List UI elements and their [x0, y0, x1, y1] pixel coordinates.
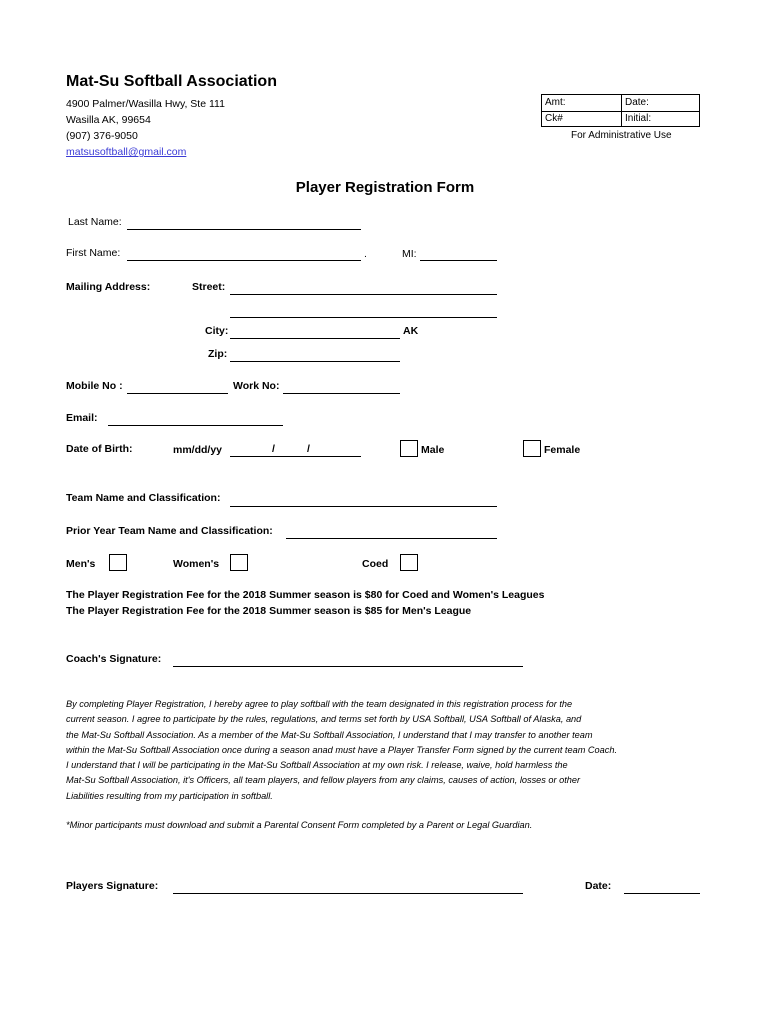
dob-field[interactable] [230, 456, 361, 457]
male-label: Male [421, 444, 445, 456]
street-field[interactable] [230, 294, 497, 295]
last-name-field[interactable] [127, 229, 361, 230]
signature-date-label: Date: [585, 880, 612, 892]
last-name-label: Last Name: [68, 216, 122, 228]
agreement-line: current season. I agree to participate by the rules, regulations, and terms set forth by USA Softball, USA Softball of Alaska, and [66, 714, 582, 725]
female-label: Female [544, 444, 581, 456]
minor-participant-note: *Minor participants must download and submit a Parental Consent Form completed by a Parent or Legal Guardian. [66, 820, 533, 830]
mi-label: MI: [402, 248, 417, 260]
admin-initial-label: Initial: [625, 113, 652, 124]
first-name-field[interactable] [127, 260, 361, 261]
agreement-line: By completing Player Registration, I hereby agree to play softball with the team designated in this registration process for the [66, 699, 573, 709]
org-address-line2: Wasilla AK, 99654 [66, 114, 151, 126]
dob-format: mm/dd/yy [173, 444, 223, 456]
street-label: Street: [192, 281, 226, 293]
work-label: Work No: [233, 380, 280, 392]
player-signature-field[interactable] [173, 893, 523, 894]
state-value: AK [403, 325, 419, 337]
organization-name: Mat-Su Softball Association [66, 73, 277, 90]
female-checkbox[interactable] [523, 440, 541, 457]
zip-field[interactable] [230, 361, 400, 362]
team-name-field[interactable] [230, 506, 497, 507]
agreement-line: Liabilities resulting from my participation in softball. [66, 790, 273, 801]
coach-signature-field[interactable] [173, 666, 523, 667]
signature-date-field[interactable] [624, 893, 700, 894]
fee-note-coed-womens: The Player Registration Fee for the 2018 Summer season is $80 for Coed and Women's Leagues [66, 589, 545, 601]
team-name-label: Team Name and Classification: [66, 492, 221, 504]
admin-use-box [541, 94, 700, 127]
agreement-line: within the Mat-Su Softball Association once during a season anad must have a Player Transfer Form signed by the current team Coach. [66, 744, 618, 755]
org-email-link[interactable]: matsusoftball@gmail.com [66, 146, 187, 158]
coed-label: Coed [362, 558, 389, 570]
womens-checkbox[interactable] [230, 554, 248, 571]
org-phone: (907) 376-9050 [66, 130, 138, 142]
email-label: Email: [66, 412, 98, 424]
mobile-label: Mobile No : [66, 380, 123, 392]
work-field[interactable] [283, 393, 400, 394]
admin-amt-label: Amt: [545, 97, 566, 108]
coed-checkbox[interactable] [400, 554, 418, 571]
dob-slash-1: / [272, 443, 275, 455]
womens-label: Women's [173, 558, 220, 570]
mailing-address-label: Mailing Address: [66, 281, 151, 293]
coach-signature-label: Coach's Signature: [66, 653, 162, 665]
city-field[interactable] [230, 338, 400, 339]
street-field-line2[interactable] [230, 317, 497, 318]
fee-note-mens: The Player Registration Fee for the 2018 Summer season is $85 for Men's League [66, 605, 472, 617]
mens-checkbox[interactable] [109, 554, 127, 571]
agreement-text [66, 697, 706, 804]
email-field[interactable] [108, 425, 283, 426]
player-signature-label: Players Signature: [66, 880, 159, 892]
first-name-dot: . [364, 248, 367, 260]
org-address-line1: 4900 Palmer/Wasilla Hwy, Ste 111 [66, 98, 225, 110]
mi-field[interactable] [420, 260, 497, 261]
mobile-field[interactable] [127, 393, 228, 394]
admin-date-label: Date: [625, 97, 649, 108]
prior-team-label: Prior Year Team Name and Classification: [66, 525, 273, 537]
male-checkbox[interactable] [400, 440, 418, 457]
form-title: Player Registration Form [295, 179, 475, 196]
agreement-line: the Mat-Su Softball Association. As a member of the Mat-Su Softball Association, I understand that I may transfer to another team [66, 729, 593, 740]
dob-slash-2: / [307, 443, 310, 455]
prior-team-field[interactable] [286, 538, 497, 539]
admin-caption: For Administrative Use [571, 130, 672, 141]
zip-label: Zip: [208, 348, 228, 360]
agreement-line: Mat-Su Softball Association, it's Officers, all team players, and fellow players from any claims, causes of action, losses or other [66, 775, 581, 786]
agreement-line: I understand that I will be participating in the Mat-Su Softball Association at my own risk. I release, waive, hold harmless the [66, 760, 568, 771]
dob-label: Date of Birth: [66, 443, 133, 455]
city-label: City: [205, 325, 229, 337]
first-name-label: First Name: [66, 247, 121, 259]
mens-label: Men's [66, 558, 96, 570]
admin-check-label: Ck# [545, 113, 563, 124]
